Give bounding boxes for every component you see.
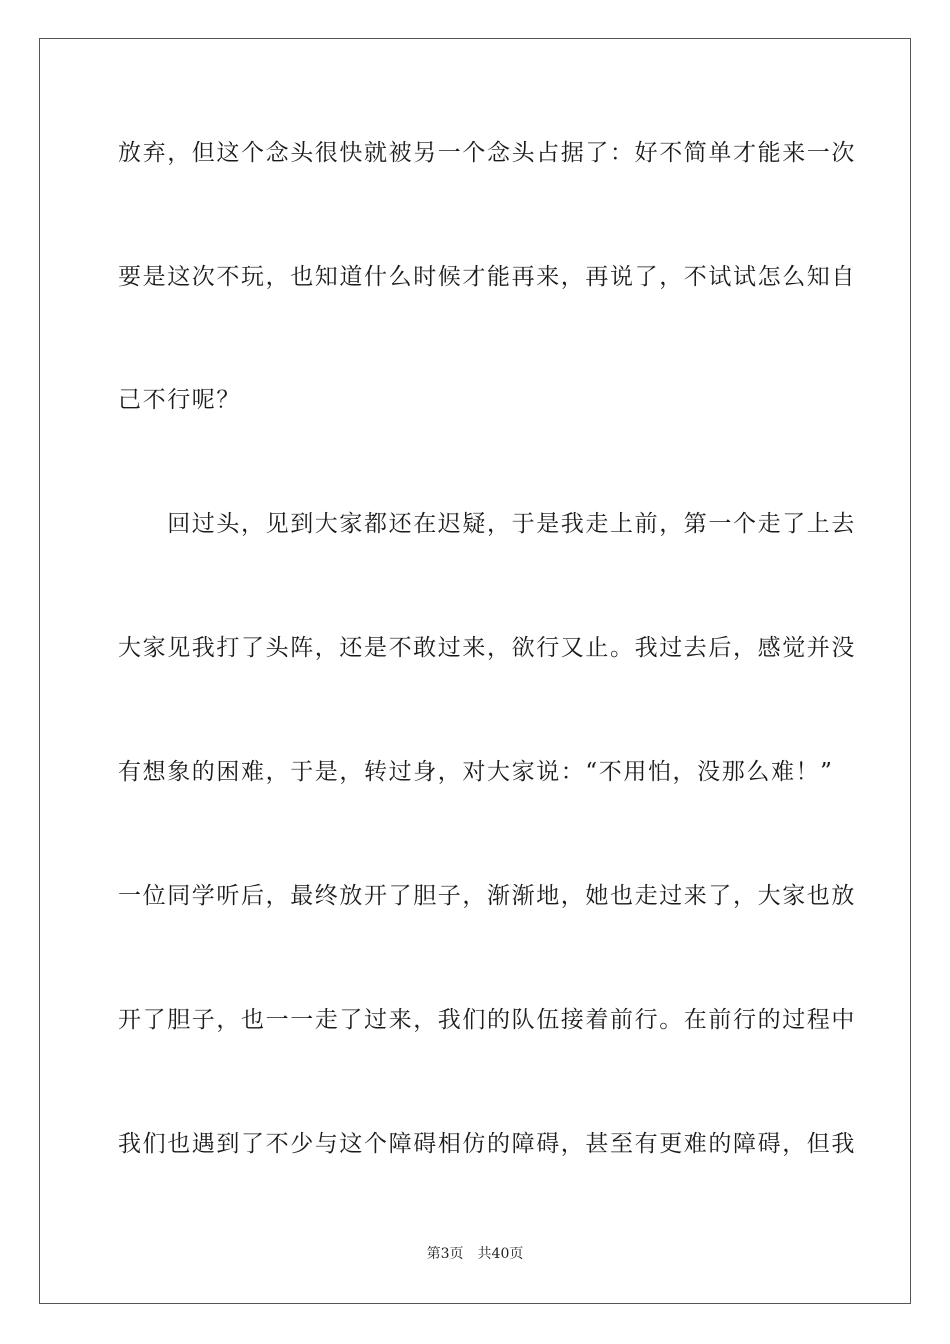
text-line: 己不行呢？ xyxy=(118,387,241,413)
page-number: 第3页 xyxy=(426,1246,464,1262)
text-line: 大家见我打了头阵，还是不敢过来，欲行又止。我过去后，感觉并没 xyxy=(118,635,856,661)
page-footer xyxy=(0,1244,950,1264)
text-line: 开了胆子，也一一走了过来，我们的队伍接着前行。在前行的过程中 xyxy=(118,1007,856,1033)
text-line: 我们也遇到了不少与这个障碍相仿的障碍，甚至有更难的障碍，但我 xyxy=(118,1131,856,1157)
text-line: 有想象的困难，于是，转过身，对大家说：“不用怕，没那么难！” xyxy=(118,759,834,785)
text-line: 要是这次不玩，也知道什么时候才能再来，再说了，不试试怎么知自 xyxy=(118,264,856,290)
text-line: 一位同学听后，最终放开了胆子，渐渐地，她也走过来了，大家也放 xyxy=(118,883,856,909)
page-border xyxy=(39,38,911,1304)
text-line: 放弃，但这个念头很快就被另一个念头占据了：好不简单才能来一次 xyxy=(118,140,856,166)
page-total: 共40页 xyxy=(477,1246,524,1262)
text-line: 回过头，见到大家都还在迟疑，于是我走上前，第一个走了上去 xyxy=(118,511,856,537)
